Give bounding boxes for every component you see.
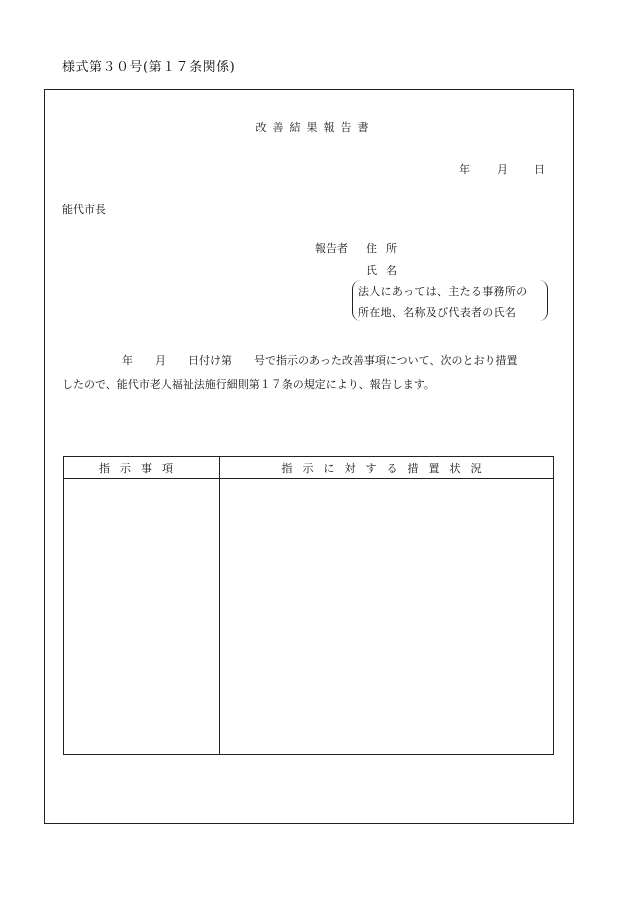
table-header-instruction: 指示事項 [99,462,183,475]
date-day: 日 [534,163,545,176]
measures-table-column-divider [219,456,220,755]
corporate-note-line1: 法人にあっては、主たる事務所の [358,285,528,298]
date-month: 月 [497,163,508,176]
date-year: 年 [459,163,470,176]
reporter-label: 報告者 [315,242,348,255]
body-paragraph [62,349,558,397]
addressee: 能代市長 [62,203,106,216]
measures-table [63,456,554,755]
form-number-label: 様式第３０号(第１７条関係) [62,60,236,75]
body-line1: 年 月 日付け第 号で指示のあった改善事項について、次のとおり措置 [122,354,518,367]
body-line2: したので、能代市老人福祉法施行細則第１７条の規定により、報告します。 [62,378,435,391]
reporter-name-label: 氏名 [366,264,406,277]
reporter-address-label: 住所 [366,242,406,255]
table-header-measures: 指示に対する措置状況 [281,462,492,475]
corporate-note-line2: 所在地、名称及び代表者の氏名 [358,306,517,319]
document-title: 改善結果報告書 [255,121,375,134]
